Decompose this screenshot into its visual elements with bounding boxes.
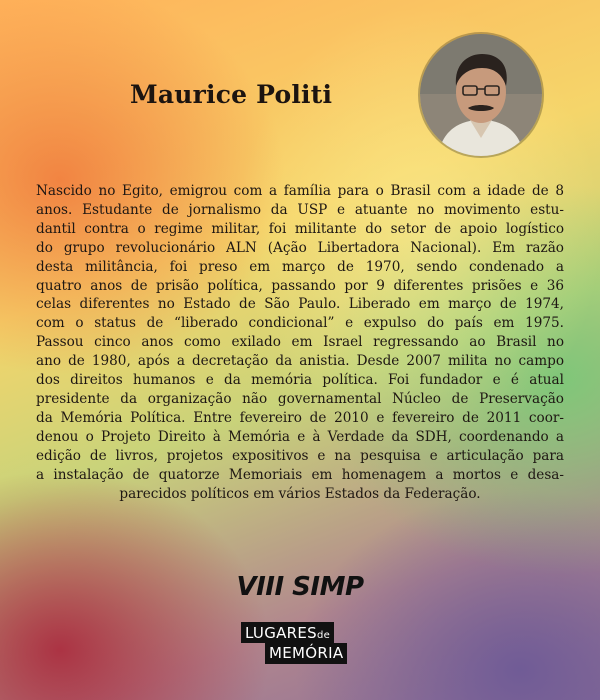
bio-line: dantil contra o regime militar, foi militante do setor de apoio logístico <box>36 220 564 237</box>
bio-line: desta militância, foi preso em março de 1970, sendo condenado a <box>36 258 564 275</box>
biography-text <box>36 182 564 503</box>
bio-line: Nascido no Egito, emigrou com a família para o Brasil com a idade de 8 <box>36 183 564 199</box>
bio-line: ano de 1980, após a decretação da anistia. Desde 2007 milita no campo <box>36 353 564 370</box>
logo-word-memoria: MEMÓRIA <box>265 643 347 664</box>
bio-line: celas diferentes no Estado de São Paulo. Liberado em março de 1974, <box>36 296 564 313</box>
bio-line: denou o Projeto Direito à Memória e à Verdade da SDH, coordenando a <box>36 428 564 445</box>
bio-line: parecidos políticos em vários Estados da Federação. <box>119 485 481 502</box>
bio-line: Passou cinco anos como exilado em Israel regressando ao Brasil no <box>36 334 564 351</box>
logo-word-de: de <box>317 630 331 641</box>
bio-line: presidente da organização não governamental Núcleo de Preservação <box>36 390 564 407</box>
bio-line: a instalação de quatorze Memoriais em homenagem a mortos e desa- <box>36 466 564 483</box>
logo-word-lugares: LUGARES <box>245 624 317 642</box>
portrait-icon <box>420 34 542 156</box>
bio-line: da Memória Política. Entre fevereiro de 2010 e fevereiro de 2011 coor- <box>36 409 564 426</box>
person-name: Maurice Politi <box>130 80 333 109</box>
bio-line: quatro anos de prisão política, passando por 9 diferentes prisões e 36 <box>36 277 564 294</box>
bio-line: anos. Estudante de jornalismo da USP e atuante no movimento estu- <box>36 201 564 218</box>
logo-top-block <box>241 622 334 643</box>
simp-logo: VIII SIMP <box>236 572 364 602</box>
portrait-photo <box>420 34 542 156</box>
lugares-de-memoria-logo <box>241 622 359 664</box>
bio-line: dos direitos humanos e da memória política. Foi fundador e é atual <box>36 372 564 389</box>
bio-line: edição de livros, projetos expositivos e na pesquisa e articulação para <box>36 447 564 464</box>
bio-line: com o status de “liberado condicional” e expulso do país em 1975. <box>36 315 564 332</box>
bio-line: do grupo revolucionário ALN (Ação Libertadora Nacional). Em razão <box>36 239 564 256</box>
